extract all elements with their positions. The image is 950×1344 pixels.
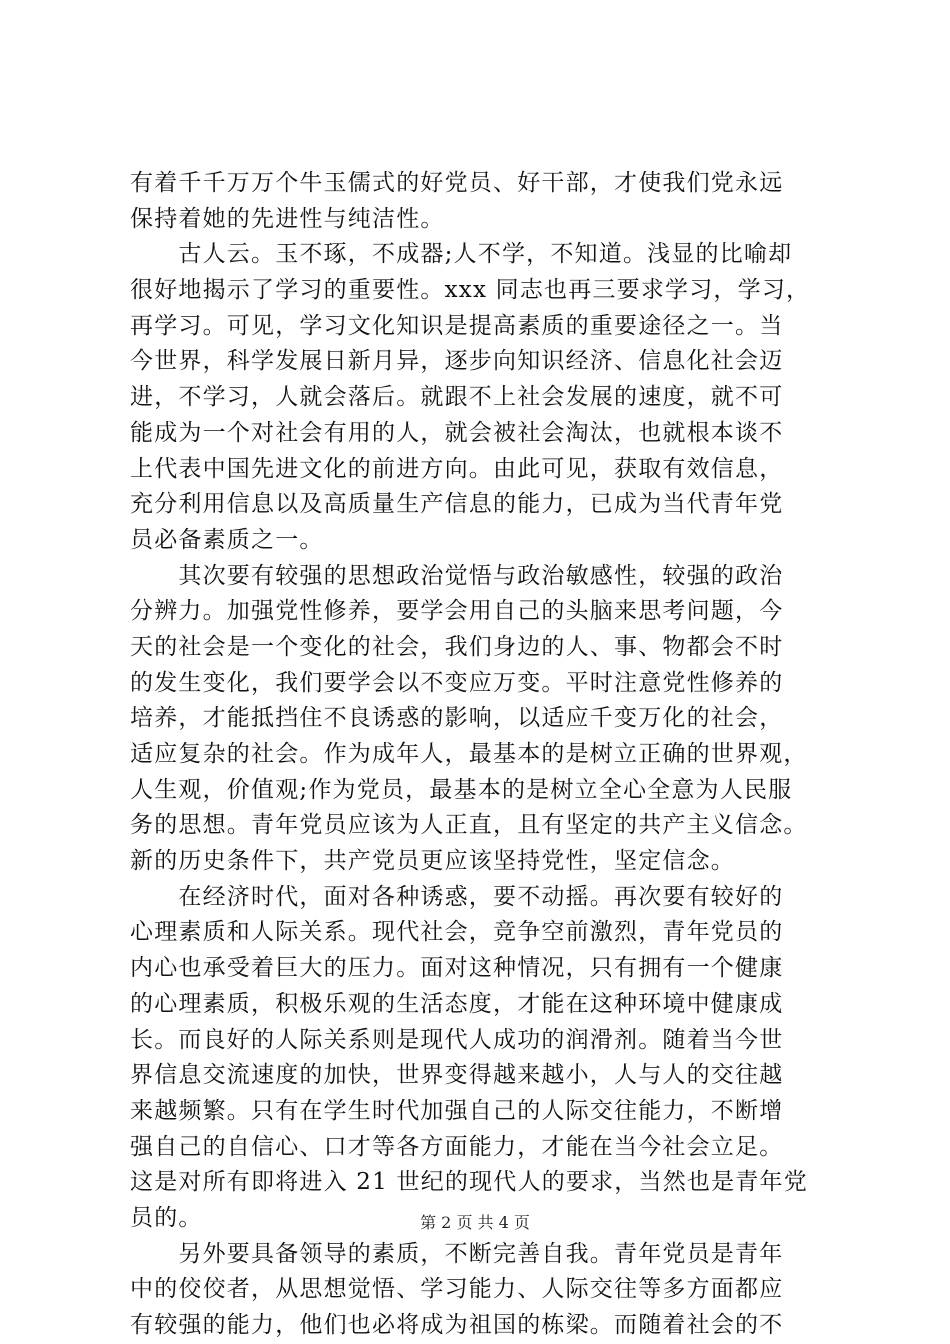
text-line: 的心理素质，积极乐观的生活态度，才能在这种环境中健康成 [130,990,784,1017]
text-line: 界信息交流速度的加快，世界变得越来越小，人与人的交往越 [130,1062,784,1089]
text-line: 心理素质和人际关系。现代社会，竞争空前激烈，青年党员的 [130,919,784,946]
text-line: 的发生变化，我们要学会以不变应万变。平时注意党性修养的 [130,669,784,696]
text-line: 能成为一个对社会有用的人，就会被社会淘汰，也就根本谈不 [130,419,784,446]
text-line: 务的思想。青年党员应该为人正直，且有坚定的共产主义信念。 [130,812,808,839]
text-line: 再学习。可见，学习文化知识是提高素质的重要途径之一。当 [130,312,784,339]
text-line: 上代表中国先进文化的前进方向。由此可见，获取有效信息， [130,455,784,482]
text-line: 人生观，价值观;作为党员，最基本的是树立全心全意为人民服 [130,776,793,803]
text-line: 其次要有较强的思想政治觉悟与政治敏感性，较强的政治 [130,562,784,589]
text-line: 强自己的自信心、口才等各方面能力，才能在当今社会立足。 [130,1133,784,1160]
text-line: 中的佼佼者，从思想觉悟、学习能力、人际交往等多方面都应 [130,1276,784,1303]
body-text [130,166,830,1344]
page-footer: 第 2 页 共 4 页 [420,1213,530,1232]
text-line: 内心也承受着巨大的压力。面对这种情况，只有拥有一个健康 [130,955,784,982]
text-line: 在经济时代，面对各种诱惑，要不动摇。再次要有较好的 [130,883,784,910]
text-line: 这是对所有即将进入 21 世纪的现代人的要求，当然也是青年党 [130,1169,808,1196]
text-line: 适应复杂的社会。作为成年人，最基本的是树立正确的世界观， [130,741,808,767]
text-line: 天的社会是一个变化的社会，我们身边的人、事、物都会不时 [130,633,784,660]
text-line: 员必备素质之一。 [130,526,324,553]
text-line: 今世界，科学发展日新月异，逐步向知识经济、信息化社会迈 [130,348,784,375]
text-line: 长。而良好的人际关系则是现代人成功的润滑剂。随着当今世 [130,1026,784,1053]
text-line: 来越频繁。只有在学生时代加强自己的人际交往能力，不断增 [130,1097,784,1124]
text-line: 分辨力。加强党性修养，要学会用自己的头脑来思考问题，今 [130,598,784,625]
text-line: 古人云。玉不琢，不成器;人不学，不知道。浅显的比喻却 [130,241,793,268]
text-line: 新的历史条件下，共产党员更应该坚持党性，坚定信念。 [130,848,735,875]
text-line: 充分利用信息以及高质量生产信息的能力，已成为当代青年党 [130,491,784,518]
text-line: 有较强的能力，他们也必将成为祖国的栋梁。而随着社会的不 [130,1312,784,1338]
text-line: 进，不学习，人就会落后。就跟不上社会发展的速度，就不可 [130,384,784,411]
text-line: 有着千千万万个牛玉儒式的好党员、好干部，才使我们党永远 [130,170,784,196]
text-line: 很好地揭示了学习的重要性。xxx 同志也再三要求学习，学习， [130,277,811,304]
text-line: 另外要具备领导的素质，不断完善自我。青年党员是青年 [130,1240,784,1267]
text-line: 培养，才能抵挡住不良诱惑的影响，以适应千变万化的社会， [130,705,784,732]
text-line: 保持着她的先进性与纯洁性。 [130,205,445,232]
text-line: 员的。 [130,1204,203,1231]
